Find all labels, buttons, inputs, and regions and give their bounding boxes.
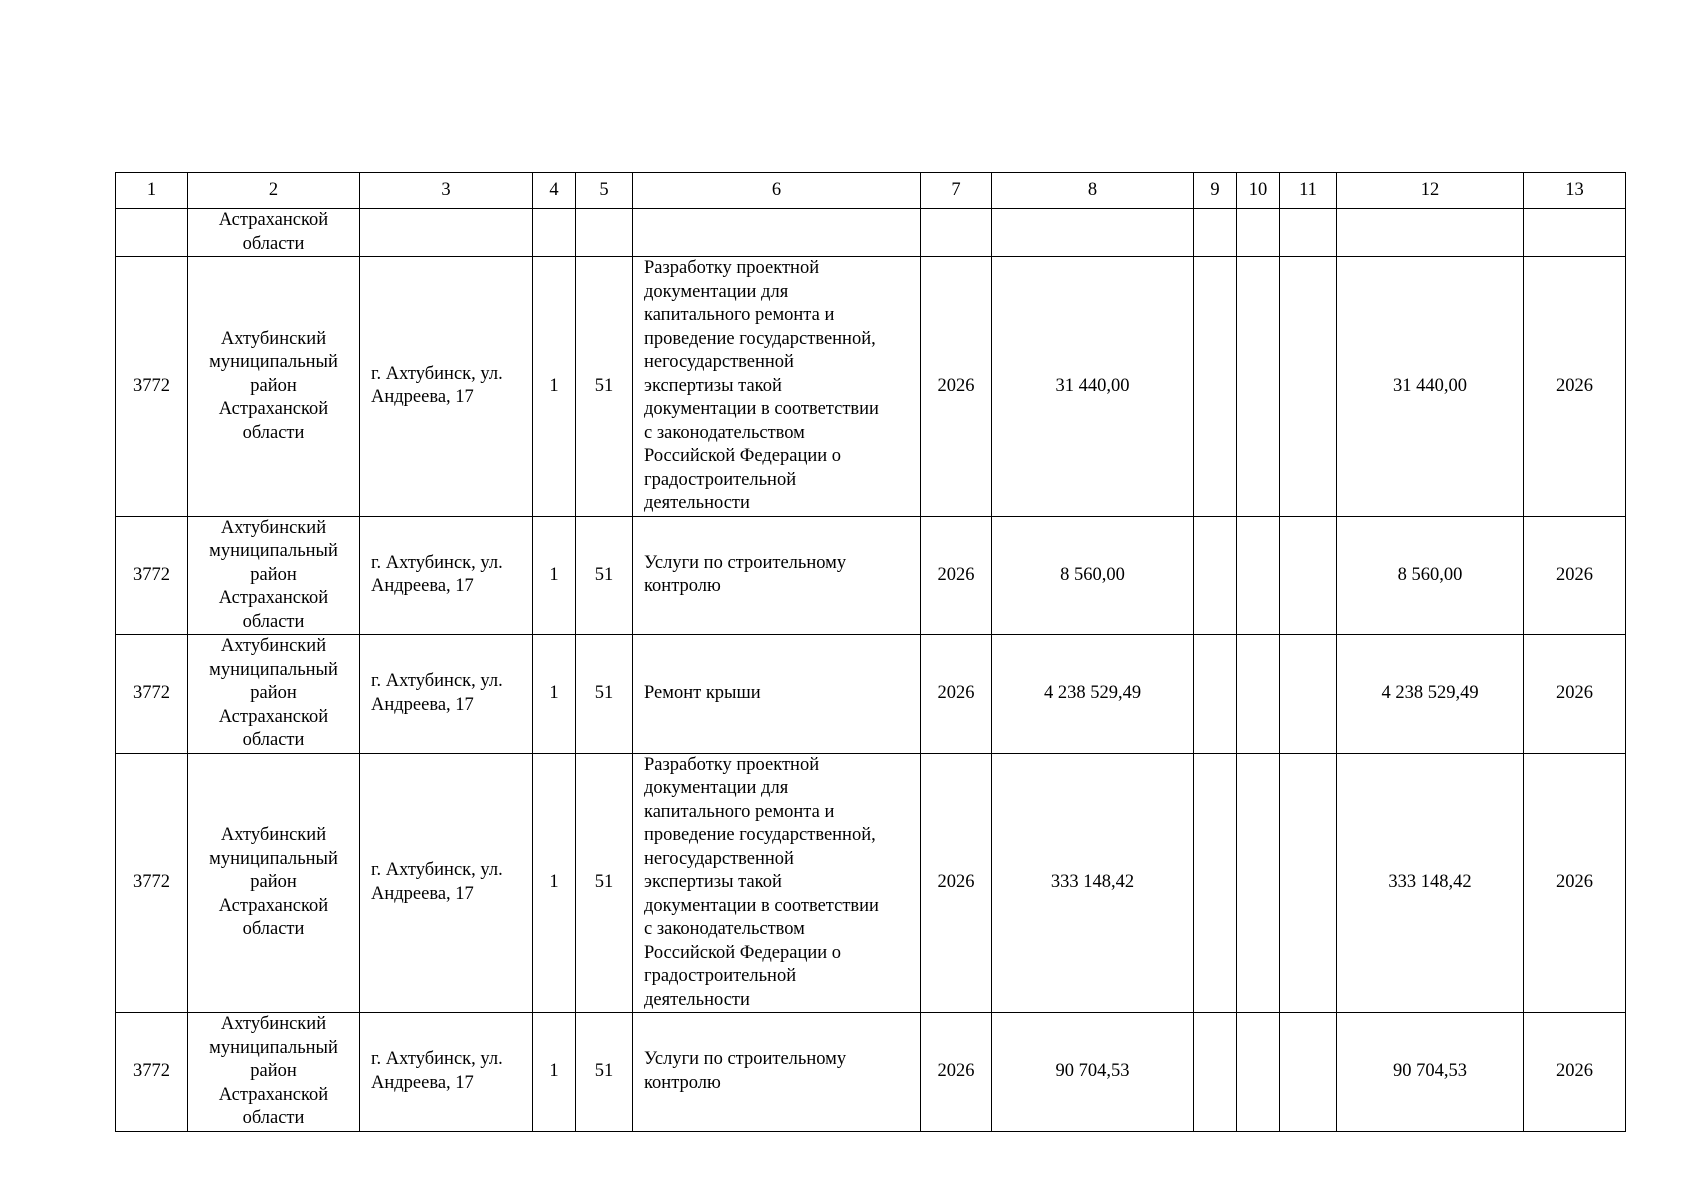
district-text: Астраханской области xyxy=(218,210,329,254)
col9-cell xyxy=(1194,257,1237,517)
amount12-cell: 8 560,00 xyxy=(1337,516,1524,635)
col4-cell: 1 xyxy=(533,257,576,517)
col5-cell: 51 xyxy=(576,635,633,754)
col11-cell xyxy=(1280,257,1337,517)
table-row xyxy=(116,516,1626,635)
district-cell: Ахтубинский муниципальный район Астраханской области xyxy=(188,635,360,754)
col9-cell xyxy=(1194,516,1237,635)
amount-cell: 333 148,42 xyxy=(992,753,1194,1013)
amount-cell: 8 560,00 xyxy=(992,516,1194,635)
column-number-cell: 9 xyxy=(1194,173,1237,209)
work-cell: Ремонт крыши xyxy=(633,635,921,754)
amount-cell: 4 238 529,49 xyxy=(992,635,1194,754)
work-cell: Услуги по строительному контролю xyxy=(633,1013,921,1132)
column-number-cell: 8 xyxy=(992,173,1194,209)
col4-cell: 1 xyxy=(533,1013,576,1132)
district-cell: Ахтубинский муниципальный район Астраханской области xyxy=(188,257,360,517)
column-number-cell: 2 xyxy=(188,173,360,209)
address-cell xyxy=(360,209,533,257)
column-number-cell: 11 xyxy=(1280,173,1337,209)
col11-cell xyxy=(1280,516,1337,635)
year13-cell: 2026 xyxy=(1524,635,1626,754)
code-cell: 3772 xyxy=(116,257,188,517)
column-number-cell: 6 xyxy=(633,173,921,209)
district-cell xyxy=(188,209,360,257)
code-cell: 3772 xyxy=(116,753,188,1013)
year-cell: 2026 xyxy=(921,257,992,517)
work-cell: Услуги по строительному контролю xyxy=(633,516,921,635)
data-table xyxy=(115,172,1626,1132)
col9-cell xyxy=(1194,635,1237,754)
code-cell xyxy=(116,209,188,257)
work-cell: Разработку проектной документации для капитального ремонта и проведение государственной, негосударственной экспертизы такой документации в соответствии с законодательством Российской Федерации о градостроительной деятельности xyxy=(633,753,921,1013)
table-row xyxy=(116,635,1626,754)
col5-cell xyxy=(576,209,633,257)
col4-cell: 1 xyxy=(533,635,576,754)
amount12-cell: 31 440,00 xyxy=(1337,257,1524,517)
col4-cell: 1 xyxy=(533,753,576,1013)
column-number-cell: 13 xyxy=(1524,173,1626,209)
column-number-cell: 12 xyxy=(1337,173,1524,209)
address-cell: г. Ахтубинск, ул. Андреева, 17 xyxy=(360,257,533,517)
year13-cell: 2026 xyxy=(1524,257,1626,517)
col9-cell xyxy=(1194,1013,1237,1132)
table-body xyxy=(116,173,1626,1132)
col10-cell xyxy=(1237,257,1280,517)
col11-cell xyxy=(1280,753,1337,1013)
district-cell: Ахтубинский муниципальный район Астраханской области xyxy=(188,753,360,1013)
code-cell: 3772 xyxy=(116,1013,188,1132)
column-number-cell: 7 xyxy=(921,173,992,209)
year13-cell: 2026 xyxy=(1524,516,1626,635)
work-cell xyxy=(633,209,921,257)
amount12-cell: 333 148,42 xyxy=(1337,753,1524,1013)
col9-cell xyxy=(1194,753,1237,1013)
column-number-cell: 5 xyxy=(576,173,633,209)
year13-cell: 2026 xyxy=(1524,1013,1626,1132)
col4-cell: 1 xyxy=(533,516,576,635)
col11-cell xyxy=(1280,209,1337,257)
continuation-row xyxy=(116,209,1626,257)
col9-cell xyxy=(1194,209,1237,257)
amount-cell: 31 440,00 xyxy=(992,257,1194,517)
amount-cell: 90 704,53 xyxy=(992,1013,1194,1132)
table-row xyxy=(116,1013,1626,1132)
year-cell: 2026 xyxy=(921,1013,992,1132)
year-cell: 2026 xyxy=(921,753,992,1013)
code-cell: 3772 xyxy=(116,635,188,754)
col10-cell xyxy=(1237,635,1280,754)
col10-cell xyxy=(1237,1013,1280,1132)
code-cell: 3772 xyxy=(116,516,188,635)
work-cell: Разработку проектной документации для капитального ремонта и проведение государственной, негосударственной экспертизы такой документации в соответствии с законодательством Российской Федерации о градостроительной деятельности xyxy=(633,257,921,517)
amount12-cell: 4 238 529,49 xyxy=(1337,635,1524,754)
table-row xyxy=(116,753,1626,1013)
col10-cell xyxy=(1237,516,1280,635)
address-cell: г. Ахтубинск, ул. Андреева, 17 xyxy=(360,1013,533,1132)
address-cell: г. Ахтубинск, ул. Андреева, 17 xyxy=(360,753,533,1013)
col11-cell xyxy=(1280,1013,1337,1132)
amount-cell xyxy=(992,209,1194,257)
col5-cell: 51 xyxy=(576,257,633,517)
column-number-cell: 10 xyxy=(1237,173,1280,209)
year13-cell: 2026 xyxy=(1524,753,1626,1013)
address-cell: г. Ахтубинск, ул. Андреева, 17 xyxy=(360,516,533,635)
column-number-cell: 1 xyxy=(116,173,188,209)
year-cell xyxy=(921,209,992,257)
col5-cell: 51 xyxy=(576,516,633,635)
col10-cell xyxy=(1237,753,1280,1013)
address-cell: г. Ахтубинск, ул. Андреева, 17 xyxy=(360,635,533,754)
table-row xyxy=(116,257,1626,517)
col5-cell: 51 xyxy=(576,753,633,1013)
district-cell: Ахтубинский муниципальный район Астраханской области xyxy=(188,1013,360,1132)
year-cell: 2026 xyxy=(921,516,992,635)
amount12-cell: 90 704,53 xyxy=(1337,1013,1524,1132)
year-cell: 2026 xyxy=(921,635,992,754)
col5-cell: 51 xyxy=(576,1013,633,1132)
amount12-cell xyxy=(1337,209,1524,257)
col10-cell xyxy=(1237,209,1280,257)
column-number-row xyxy=(116,173,1626,209)
year13-cell xyxy=(1524,209,1626,257)
district-cell: Ахтубинский муниципальный район Астраханской области xyxy=(188,516,360,635)
column-number-cell: 4 xyxy=(533,173,576,209)
column-number-cell: 3 xyxy=(360,173,533,209)
col4-cell xyxy=(533,209,576,257)
col11-cell xyxy=(1280,635,1337,754)
